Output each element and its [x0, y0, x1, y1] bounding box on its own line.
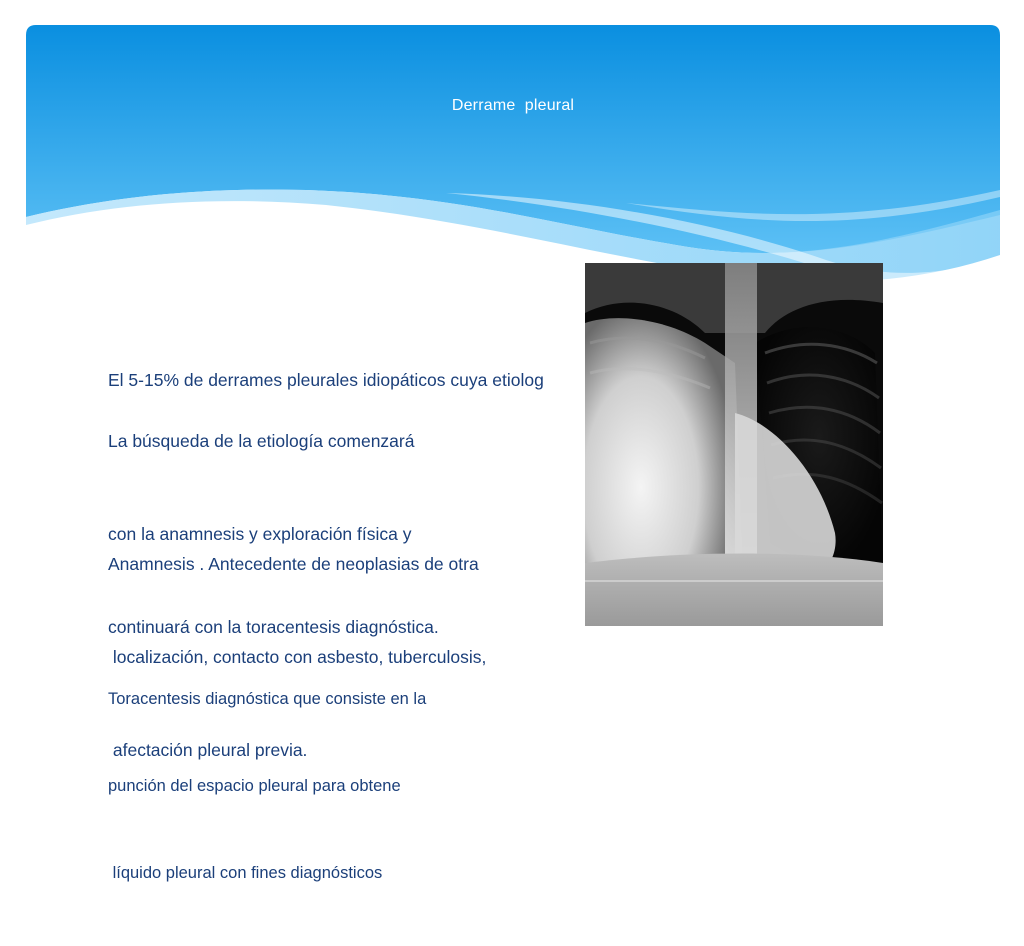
- text-line: con la anamnesis y exploración física y: [108, 524, 412, 544]
- text-line: punción del espacio pleural para obtene: [108, 777, 401, 795]
- text-line: líquido pleural con fines diagnósticos: [108, 864, 383, 882]
- text-line: La búsqueda de la etiología comenzará: [108, 431, 415, 451]
- text-line: Anamnesis . Antecedente de neoplasias de otra: [108, 554, 479, 574]
- chest-xray-image: [585, 263, 883, 626]
- text-line: Toracentesis diagnóstica que consiste en la: [108, 690, 427, 708]
- text-line: El 5-15% de derrames pleurales idiopáticos cuya etiolog: [108, 370, 544, 390]
- text-line: afectación pleural previa.: [108, 740, 308, 760]
- wave-background: [26, 25, 1000, 287]
- header-banner: [26, 25, 1000, 287]
- text-line: continuará con la toracentesis diagnóstica.: [108, 617, 439, 637]
- paragraph-toracentesis: [108, 627, 426, 946]
- text-line: localización, contacto con asbesto, tuberculosis,: [108, 647, 487, 667]
- slide-title: Derrame pleural: [451, 97, 575, 114]
